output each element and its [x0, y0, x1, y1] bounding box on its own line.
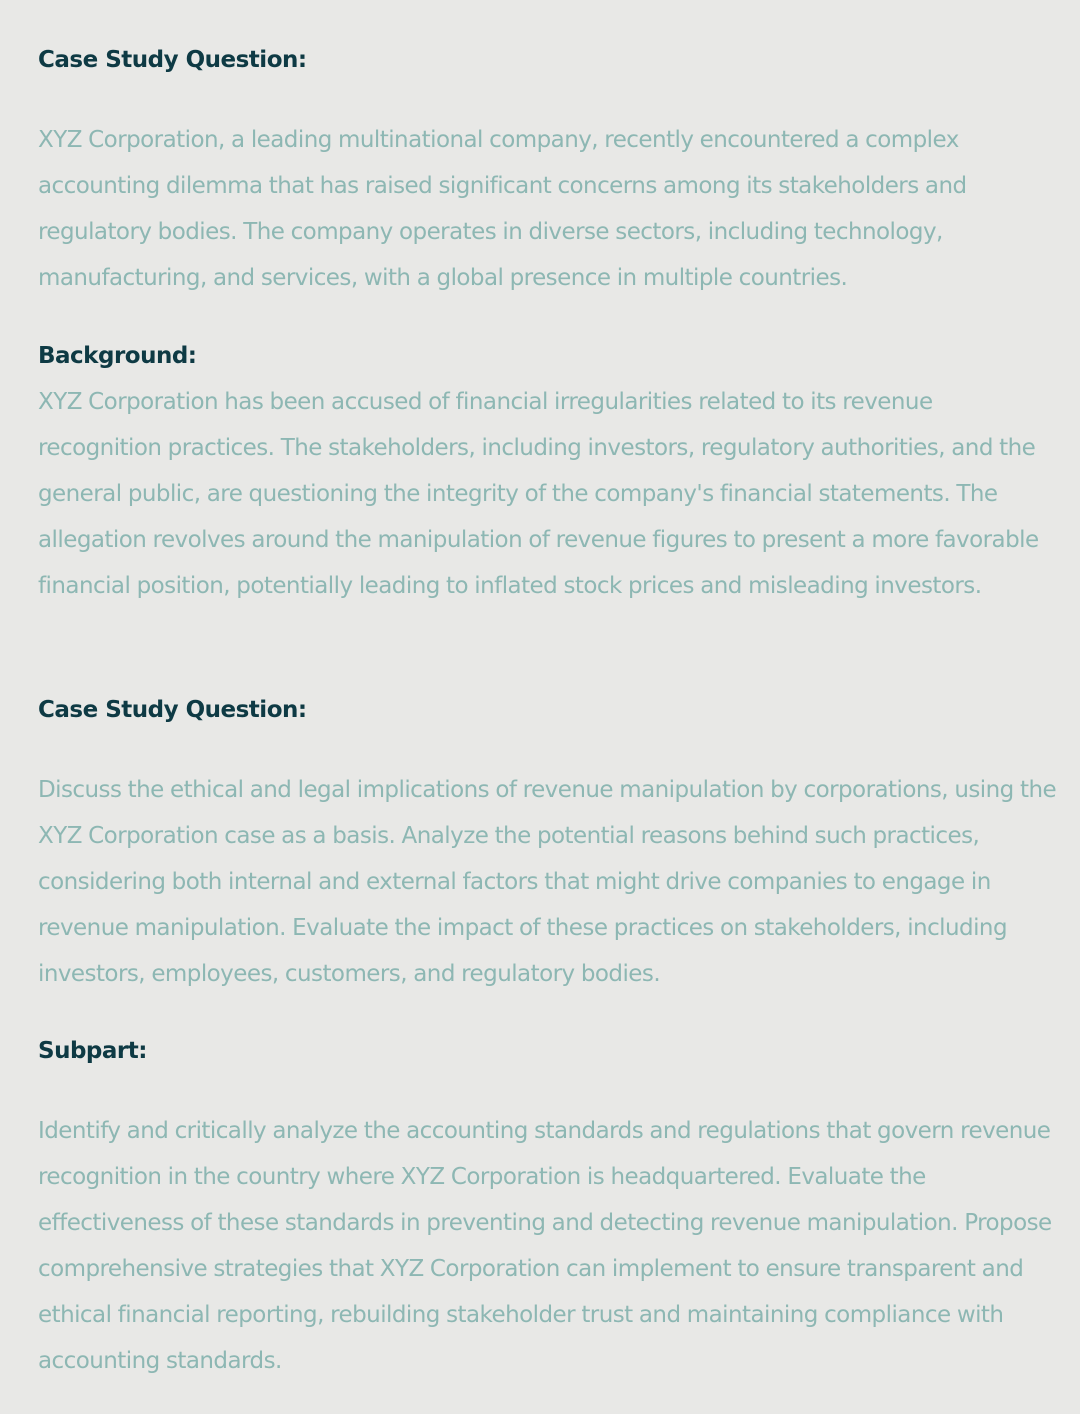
- case-study-question-heading-2: Case Study Question:: [38, 697, 307, 723]
- case-study-question-heading: Case Study Question:: [38, 47, 307, 73]
- subpart-heading: Subpart:: [38, 1038, 147, 1064]
- case-study-intro-paragraph: XYZ Corporation, a leading multinational company, recently encountered a complex accounting dilemma that has raised significant concerns among its stakeholders and regulatory bodies. The company operates in diverse sectors, including technology, manufacturing, and services, with a global presence in multiple countries.: [38, 127, 967, 291]
- case-study-question-paragraph: Discuss the ethical and legal implications of revenue manipulation by corporations, using the XYZ Corporation case as a basis. Analyze the potential reasons behind such practices, considering both internal and external factors that might drive companies to engage in revenue manipulation. Evaluate the impact of these practices on stakeholders, including investors, employees, customers, and regulatory bodies.: [38, 777, 1057, 987]
- background-heading: Background:: [38, 343, 197, 369]
- subpart-paragraph: Identify and critically analyze the accounting standards and regulations that govern revenue recognition in the country where XYZ Corporation is headquartered. Evaluate the effectiveness of these standards in preventing and detecting revenue manipulation. Propose comprehensive strategies that XYZ Corporation can implement to ensure transparent and ethical financial reporting, rebuilding stakeholder trust and maintaining compliance with accounting standards.: [38, 1118, 1052, 1374]
- background-paragraph: XYZ Corporation has been accused of financial irregularities related to its revenue recognition practices. The stakeholders, including investors, regulatory authorities, and the general public, are questioning the integrity of the company's financial statements. The allegation revolves around the manipulation of revenue figures to present a more favorable financial position, potentially leading to inflated stock prices and misleading investors.: [38, 389, 1039, 599]
